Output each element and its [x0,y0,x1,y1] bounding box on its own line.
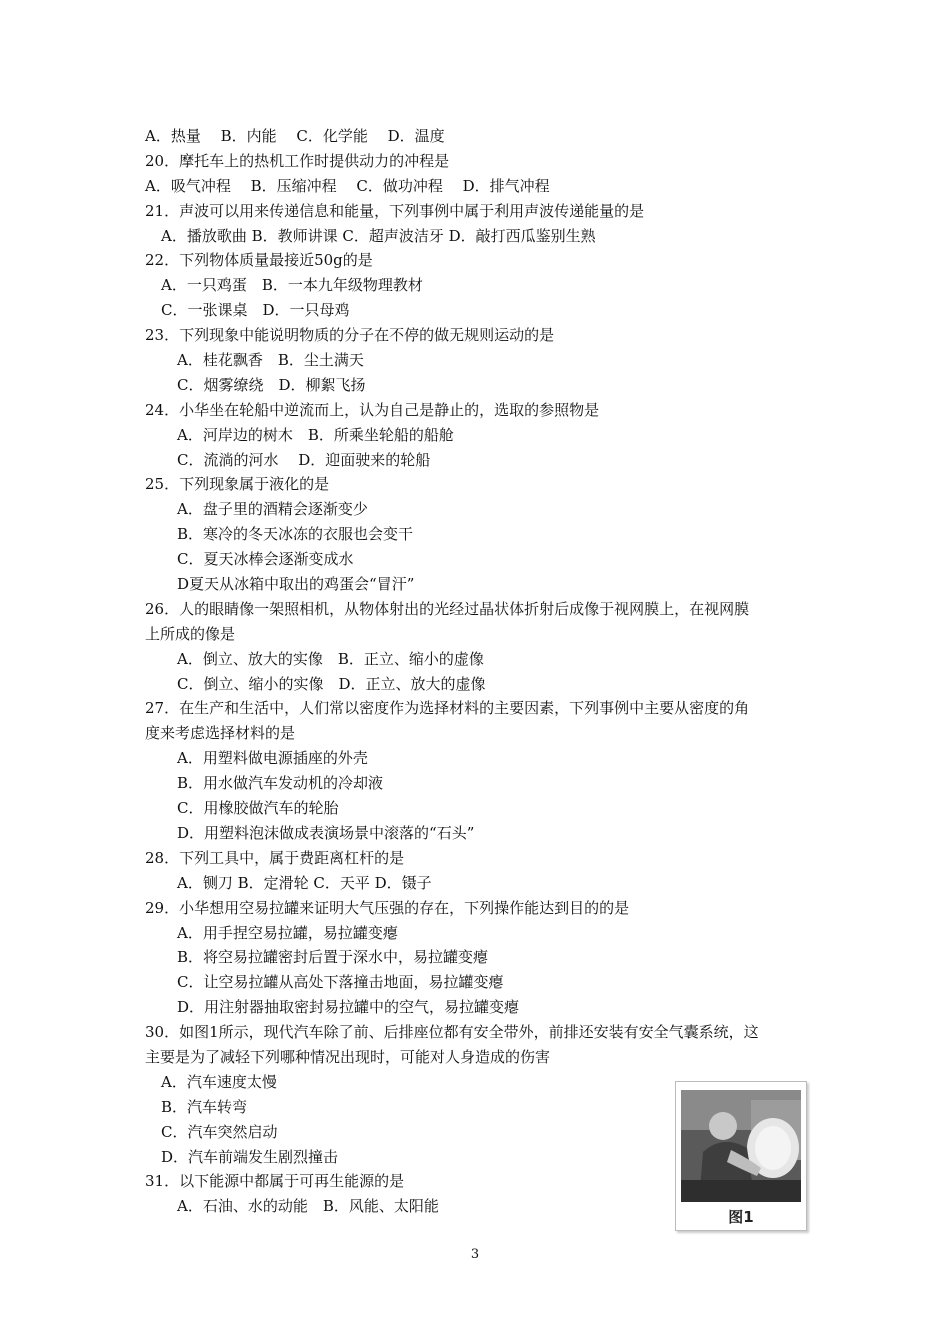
text-line: 28．下列工具中，属于费距离杠杆的是 [145,848,405,867]
text-line: A．吸气冲程 B．压缩冲程 C．做功冲程 D．排气冲程 [145,176,550,195]
text-line: C．让空易拉罐从高处下落撞击地面，易拉罐变瘪 [177,973,504,992]
text-line: D．汽车前端发生剧烈撞击 [161,1147,339,1166]
text-line: D．用塑料泡沫做成表演场景中滚落的“石头” [177,823,475,842]
airbag-illustration-icon [681,1090,801,1202]
text-line: A．石油、水的动能 B．风能、太阳能 [177,1197,439,1216]
text-line: 20．摩托车上的热机工作时提供动力的冲程是 [145,151,450,170]
text-line: 30．如图1所示，现代汽车除了前、后排座位都有安全带外，前排还安装有安全气囊系统，这 [145,1023,759,1042]
text-line: A．盘子里的酒精会逐渐变少 [177,500,368,519]
text-line: 31．以下能源中都属于可再生能源的是 [145,1172,405,1191]
text-line: 23．下列现象中能说明物质的分子在不停的做无规则运动的是 [145,326,555,345]
text-line: 主要是为了减轻下列哪种情况出现时，可能对人身造成的伤害 [145,1047,551,1066]
text-line: A．桂花飘香 B．尘土满天 [177,351,364,370]
text-line: A．热量 B．内能 C．化学能 D．温度 [145,127,445,145]
figure-caption: 图1 [728,1208,754,1226]
text-line: 度来考虑选择材料的是 [145,724,296,743]
text-line: B．将空易拉罐密封后置于深水中，易拉罐变瘪 [177,948,489,967]
question-text-block [145,124,815,1219]
text-line: 上所成的像是 [145,624,236,643]
text-line: 27．在生产和生活中，人们常以密度作为选择材料的主要因素，下列事例中主要从密度的角 [145,699,750,718]
text-line: B．寒冷的冬天冰冻的衣服也会变干 [177,525,414,544]
text-line: 21．声波可以用来传递信息和能量，下列事例中属于利用声波传递能量的是 [145,201,645,220]
text-line: 29．小华想用空易拉罐来证明大气压强的存在，下列操作能达到目的的是 [145,898,630,917]
text-line: C．一张课桌 D．一只母鸡 [161,301,350,320]
figure-1 [675,1081,807,1231]
text-line: C．流淌的河水 D．迎面驶来的轮船 [177,450,431,469]
text-line: C．汽车突然启动 [161,1122,278,1141]
text-line: C．倒立、缩小的实像 D．正立、放大的虚像 [177,674,486,693]
page-number: 3 [470,1247,480,1262]
text-line: D．用注射器抽取密封易拉罐中的空气，易拉罐变瘪 [177,998,520,1017]
text-line: A．一只鸡蛋 B．一本九年级物理教材 [161,276,423,295]
text-line: 24．小华坐在轮船中逆流而上，认为自己是静止的，选取的参照物是 [145,400,600,419]
text-line: B．用水做汽车发动机的冷却液 [177,774,384,793]
text-line: A．铡刀 B．定滑轮 C．天平 D．镊子 [177,873,432,892]
text-line: B．汽车转弯 [161,1097,248,1116]
text-line: A．倒立、放大的实像 B．正立、缩小的虚像 [177,649,484,668]
text-line: C．烟雾缭绕 D．柳絮飞扬 [177,375,366,394]
text-line: A．汽车速度太慢 [161,1072,277,1091]
text-line: A．河岸边的树木 B．所乘坐轮船的船舱 [177,425,454,444]
airbag-photo [681,1090,801,1202]
text-line: D夏天从冰箱中取出的鸡蛋会“冒汗” [177,575,415,594]
text-line: A．用手捏空易拉罐，易拉罐变瘪 [177,923,398,942]
text-line: A．用塑料做电源插座的外壳 [177,749,368,768]
text-line: 22．下列物体质量最接近50g的是 [145,251,373,270]
text-line: A．播放歌曲 B．教师讲课 C．超声波洁牙 D．敲打西瓜鉴别生熟 [161,226,596,245]
text-line: 25．下列现象属于液化的是 [145,475,330,494]
text-line: C．用橡胶做汽车的轮胎 [177,799,339,818]
text-line: C．夏天冰棒会逐渐变成水 [177,550,354,569]
text-line: 26．人的眼睛像一架照相机，从物体射出的光经过晶状体折射后成像于视网膜上，在视网膜 [145,599,750,618]
